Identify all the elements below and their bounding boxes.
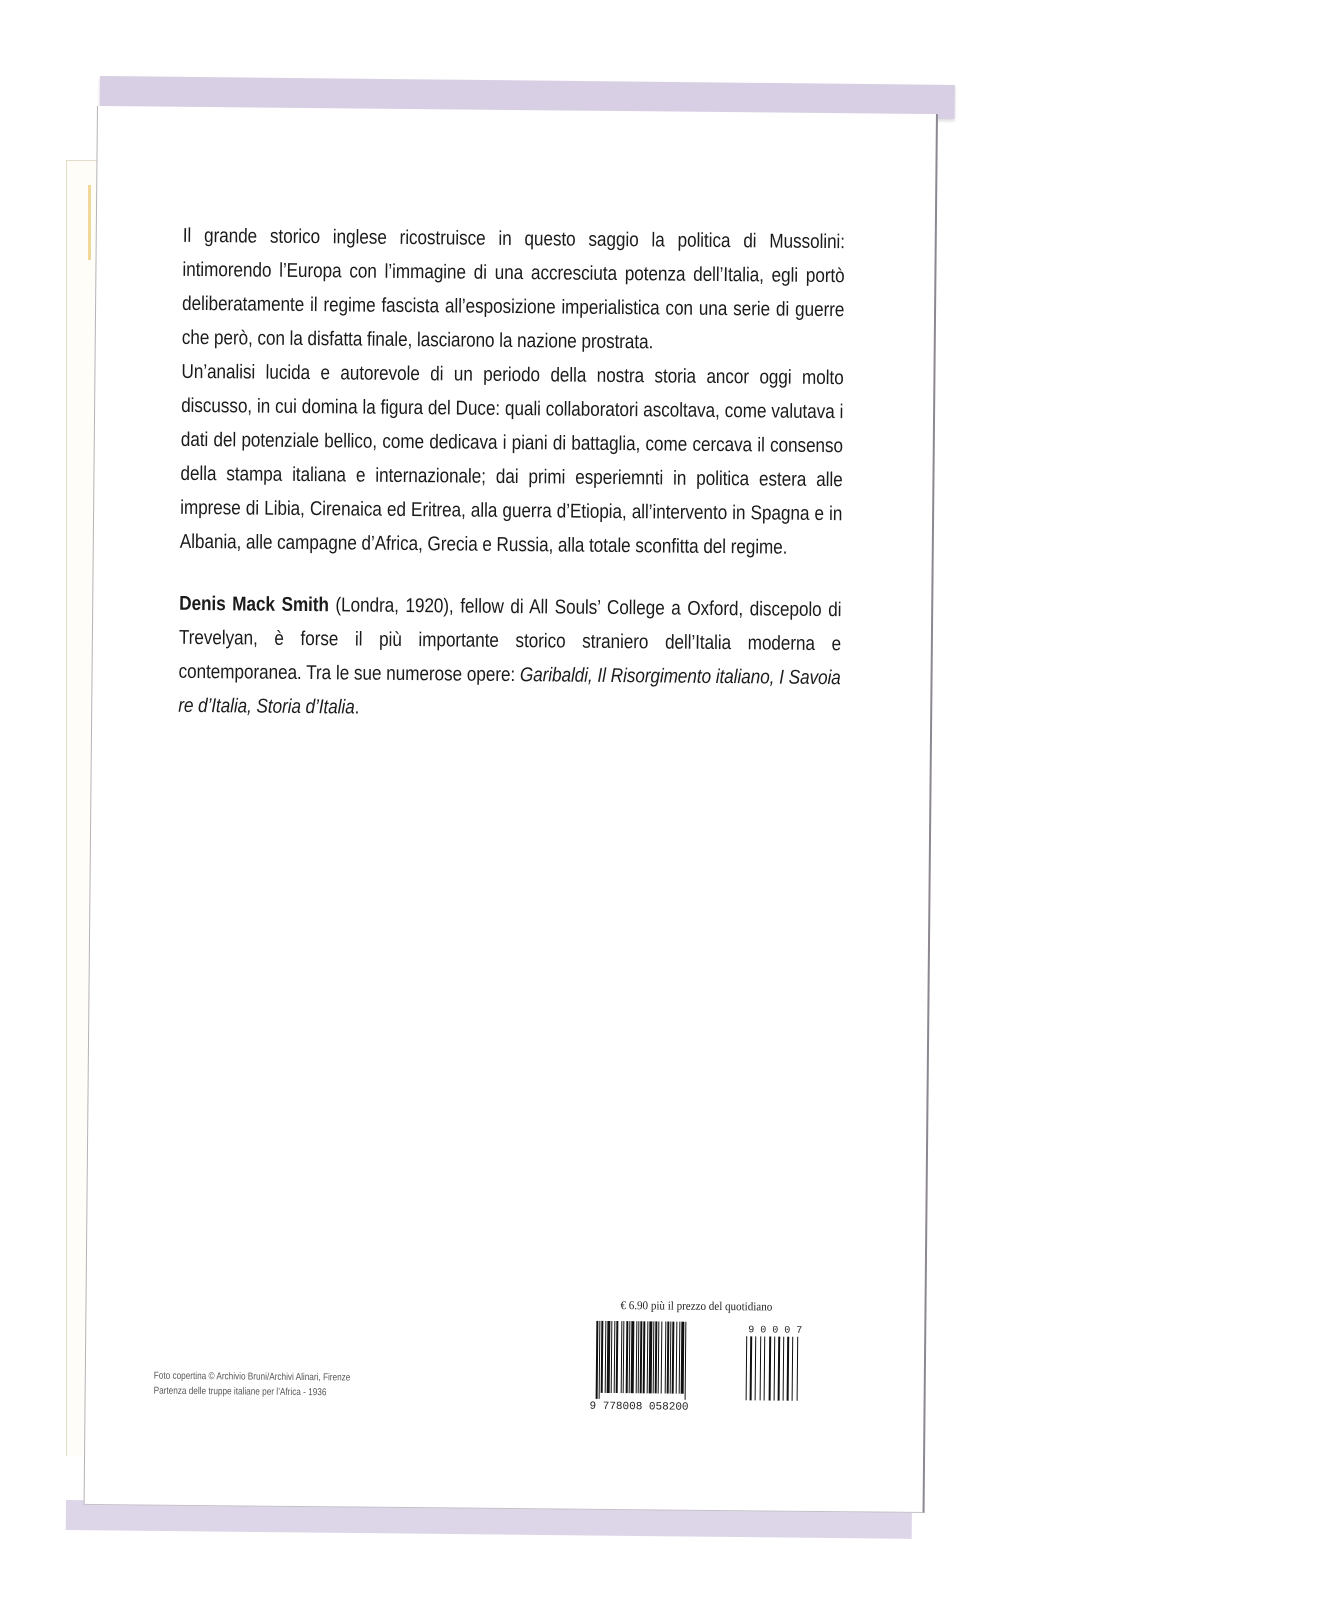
author-bio — [178, 587, 841, 729]
barcode-main-bars — [596, 1321, 687, 1400]
barcode-graphic — [585, 1317, 816, 1414]
author-name: Denis Mack Smith — [179, 592, 329, 617]
author-works: Garibaldi, Il Risorgimento italiano, I Savoia re d’Italia, Storia d’Italia — [178, 664, 841, 719]
flap-accent — [88, 185, 91, 260]
author-bio-text: (Londra, 1920), fellow di All Souls’ College a Oxford, discepolo di Trevelyan, è forse il più importante storico straniero dell’Italia moderna e contemporanea. Tra le sue numerose opere: — [178, 594, 842, 687]
credit-line-2: Partenza delle truppe italiane per l’Africa - 1936 — [153, 1385, 327, 1399]
blurb — [178, 219, 845, 729]
blurb-paragraph-1: Il grande storico inglese ricostruisce in questo saggio la politica di Mussolini: intimorendo l’Europa con l’immagine di una accresciuta potenza dell’Italia, egli portò deliberatamente il regime fascista all’esposizione imperialistica con una serie di guerre che però, con la disfatta finale, lasciarono la nazione prostrata. — [181, 224, 846, 354]
price-label: € 6.90 più il prezzo del quotidiano — [620, 1298, 773, 1314]
barcode-addon-bars — [746, 1336, 799, 1400]
barcode — [585, 1317, 816, 1414]
credit-line-1: Foto copertina © Archivio Bruni/Archivi Alinari, Firenze — [153, 1370, 351, 1384]
back-cover — [84, 106, 938, 1513]
author-bio-end: . — [354, 696, 360, 719]
photo-credits — [154, 1369, 351, 1401]
barcode-digits: 9 778008 058200 — [589, 1400, 689, 1414]
barcode-addon-digits: 9 0 0 0 7 — [748, 1325, 803, 1337]
blurb-paragraph-2: Un’analisi lucida e autorevole di un periodo della nostra storia ancor oggi molto discusso, in cui domina la figura del Duce: quali collaboratori ascoltava, come valutava i dati del potenziale bellico, come dedicava i piani di battaglia, come cercava il consenso della stampa italiana e internazionale; dai primi esperiemnti in politica estera alle imprese di Libia, Cirenaica ed Eritrea, alla guerra d’Etiopia, all’intervento in Spagna e in Albania, alle campagne d’Africa, Grecia e Russia, alla totale sconfitta del regime. — [179, 360, 844, 559]
